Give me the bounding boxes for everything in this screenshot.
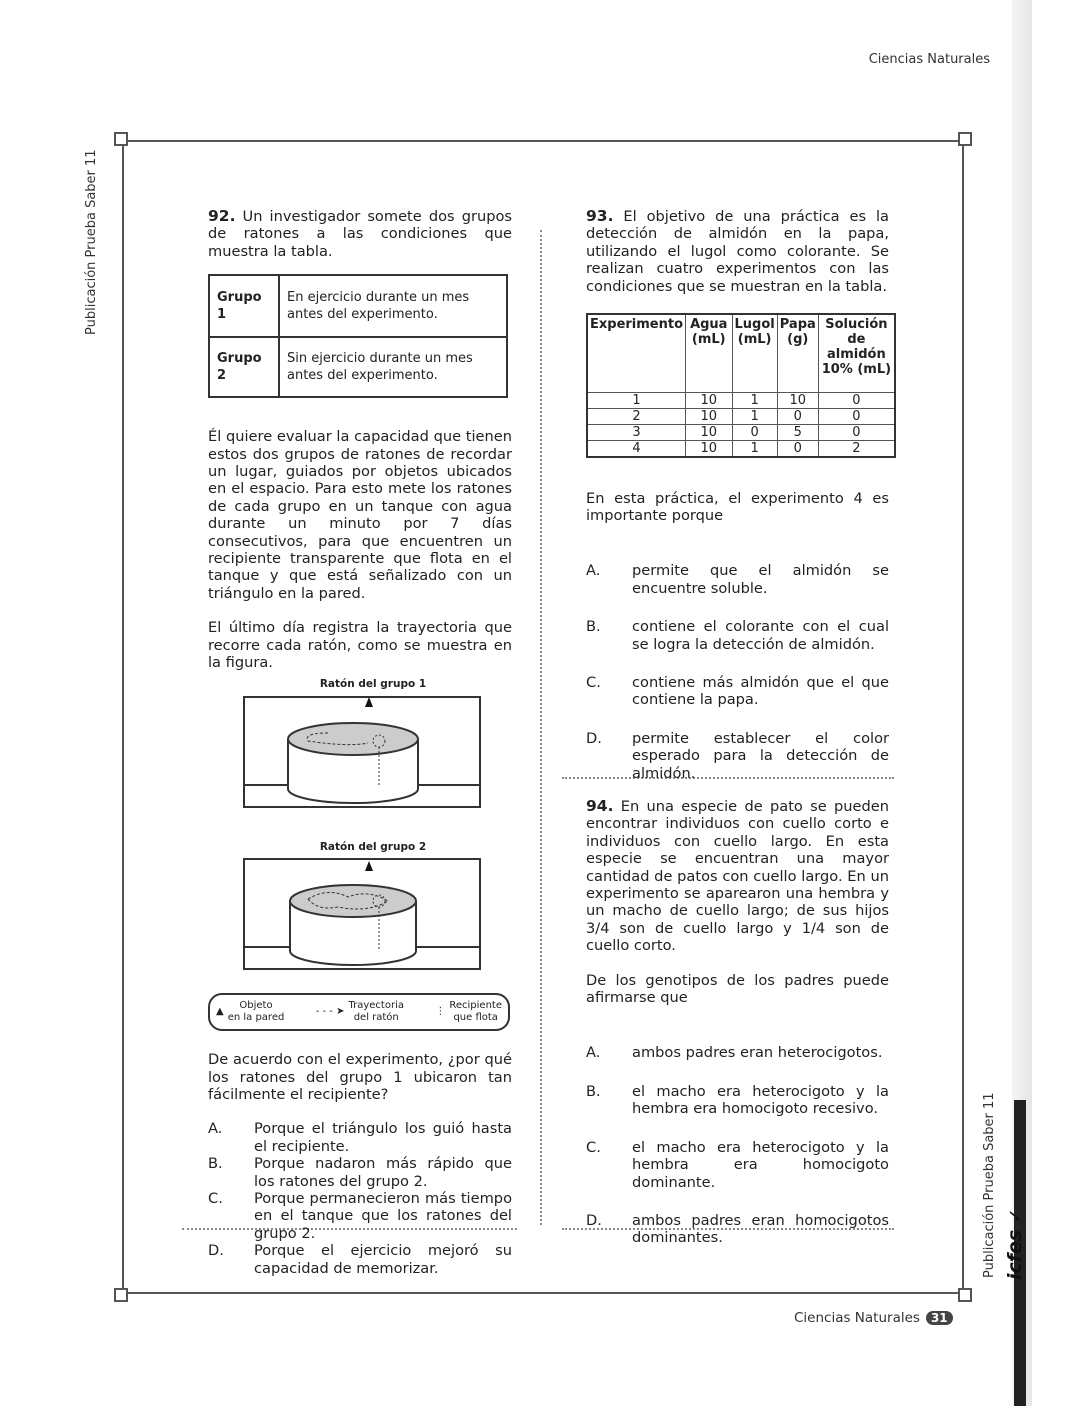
- table-cell: 2: [818, 440, 895, 457]
- frame-corner: [114, 1288, 128, 1302]
- question-intro: En una especie de pato se pueden encontrar individuos con cuello corto e individuos con cuello largo. En esta especie se encuentran una mayor cantidad de patos con cuello largo. En un experimento se aparearon una hembra y un macho de cuello largo; de sus hijos 3/4 son de cuello largo y 1/4 son de cuello corto.: [586, 798, 889, 955]
- option-letter: C.: [208, 1189, 223, 1207]
- answer-option-a[interactable]: [586, 1044, 889, 1061]
- header-subject: Ciencias Naturales: [868, 52, 990, 67]
- option-letter: D.: [586, 729, 602, 747]
- answer-option-b[interactable]: [208, 1155, 512, 1190]
- table-cell: 1: [732, 408, 777, 424]
- table-header: Lugol (mL): [732, 314, 777, 392]
- table-header: Solución de almidón 10% (mL): [818, 314, 895, 392]
- table-row: [587, 440, 895, 457]
- answer-option-c[interactable]: [208, 1190, 512, 1242]
- question-94: [586, 798, 889, 1268]
- table-header: Experimento: [587, 314, 686, 392]
- option-text: el macho era heterocigoto y la hembra era homocigoto dominante.: [632, 1138, 889, 1191]
- table-cell: 10: [686, 408, 732, 424]
- answer-option-d[interactable]: [586, 1212, 889, 1247]
- groups-table: [208, 274, 508, 398]
- frame-corner: [958, 132, 972, 146]
- legend-label: Trayectoria: [348, 1000, 404, 1012]
- table-cell: 0: [818, 392, 895, 408]
- option-text: Porque nadaron más rápido que los ratones del grupo 2.: [254, 1155, 512, 1190]
- paragraph: El último día registra la trayectoria que recorre cada ratón, como se muestra en la figura.: [208, 619, 512, 672]
- answer-option-b[interactable]: [586, 1083, 889, 1118]
- table-row: [587, 424, 895, 440]
- table-cell: 0: [777, 440, 818, 457]
- table-cell: 1: [732, 392, 777, 408]
- table-cell: 10: [686, 440, 732, 457]
- option-text: contiene el colorante con el cual se logra la detección de almidón.: [632, 618, 889, 653]
- table-cell: 1: [732, 440, 777, 457]
- question-intro: Un investigador somete dos grupos de ratones a las condiciones que muestra la tabla.: [208, 208, 513, 260]
- figure-legend: [208, 993, 510, 1031]
- answer-option-a[interactable]: [208, 1120, 512, 1155]
- tank-figure-group-2: [208, 857, 512, 975]
- footer: [794, 1310, 953, 1326]
- icfes-logo: icfes ✓: [1004, 1208, 1026, 1280]
- figure-title: Ratón del grupo 2: [319, 841, 427, 854]
- triangle-icon: ▲: [216, 1006, 224, 1018]
- answer-option-c[interactable]: [586, 1139, 889, 1191]
- table-cell: 0: [818, 408, 895, 424]
- legend-label: que flota: [453, 1012, 498, 1024]
- table-cell: 10: [777, 392, 818, 408]
- answer-option-a[interactable]: [586, 562, 889, 597]
- table-cell: 3: [587, 424, 686, 440]
- option-text: ambos padres eran homocigotos dominantes.: [632, 1211, 889, 1247]
- side-label-left: Publicación Prueba Saber 11: [84, 149, 99, 335]
- question-text: De acuerdo con el experimento, ¿por qué los ratones del grupo 1 ubicaron tan fácilmente el recipiente?: [208, 1051, 512, 1103]
- table-cell: Sin ejercicio durante un mes antes del experimento.: [279, 337, 507, 397]
- question-number: 92.: [208, 207, 236, 225]
- column-divider: [540, 230, 542, 1225]
- option-letter: B.: [586, 1082, 601, 1100]
- table-cell: 0: [732, 424, 777, 440]
- legend-label: en la pared: [227, 1012, 285, 1024]
- table-row: [587, 408, 895, 424]
- answer-option-b[interactable]: [586, 618, 889, 653]
- table-cell: 5: [777, 424, 818, 440]
- table-header: Papa (g): [777, 314, 818, 392]
- option-text: Porque el ejercicio mejoró su capacidad de memorizar.: [254, 1242, 512, 1277]
- frame-corner: [114, 132, 128, 146]
- tank-figure-group-1: [208, 693, 512, 823]
- paragraph: Él quiere evaluar la capacidad que tienen estos dos grupos de ratones de recordar un lugar, guiados por objetos ubicados en el espacio. Para esto mete los ratones de cada grupo en un tanque con agua durante un minuto por 7 días consecutivos, para que encuentren un recipiente transparente que flota en el tanque y que está señalizado con un triángulo en la pared.: [208, 428, 512, 602]
- legend-label: del ratón: [353, 1012, 399, 1024]
- question-intro: El objetivo de una práctica es la detección de almidón en la papa, utilizando el lugol como colorante. Se realizan cuatro experimentos con las condiciones que se muestran en la tabla.: [586, 208, 889, 295]
- option-letter: D.: [208, 1242, 224, 1260]
- table-cell: 4: [587, 440, 686, 457]
- option-letter: A.: [208, 1120, 223, 1138]
- table-cell: 1: [587, 392, 686, 408]
- table-row: [587, 392, 895, 408]
- question-93: [586, 207, 892, 803]
- table-cell: En ejercicio durante un mes antes del experimento.: [279, 275, 507, 337]
- table-cell: 10: [686, 392, 732, 408]
- answer-option-d[interactable]: [586, 730, 889, 782]
- table-cell: 0: [818, 424, 895, 440]
- question-number: 94.: [586, 797, 614, 815]
- question-92: [208, 208, 512, 1277]
- table-header: Agua (mL): [686, 314, 732, 392]
- question-number: 93.: [586, 207, 614, 225]
- option-text: contiene más almidón que el que contiene la papa.: [632, 673, 889, 709]
- option-letter: A.: [586, 562, 601, 580]
- table-cell: 2: [587, 408, 686, 424]
- option-letter: C.: [586, 673, 601, 691]
- side-label-right: Publicación Prueba Saber 11: [982, 1092, 997, 1278]
- table-cell: Grupo 1: [209, 275, 279, 337]
- option-letter: B.: [208, 1155, 223, 1173]
- question-text: En esta práctica, el experimento 4 es importante porque: [586, 489, 889, 524]
- legend-label: Objeto: [239, 1000, 273, 1012]
- floating-container-icon: ⋮: [435, 1006, 446, 1018]
- frame-corner: [958, 1288, 972, 1302]
- footer-subject: Ciencias Naturales: [794, 1310, 920, 1326]
- option-text: Porque el triángulo los guió hasta el recipiente.: [254, 1120, 512, 1155]
- table-cell: 0: [777, 408, 818, 424]
- option-text: permite establecer el color esperado para la detección de almidón.: [632, 729, 889, 782]
- answer-option-d[interactable]: [208, 1242, 512, 1277]
- option-letter: C.: [586, 1138, 601, 1156]
- figure-title: Ratón del grupo 1: [319, 677, 427, 690]
- page-number: 31: [926, 1311, 953, 1325]
- option-letter: A.: [586, 1044, 601, 1062]
- option-text: permite que el almidón se encuentre soluble.: [632, 562, 889, 597]
- table-cell: 10: [686, 424, 732, 440]
- dashed-arrow-icon: - - - ➤: [315, 1006, 345, 1018]
- question-text: De los genotipos de los padres puede afirmarse que: [586, 971, 889, 1007]
- option-text: Porque permanecieron más tiempo en el tanque que los ratones del grupo 2.: [254, 1189, 512, 1242]
- option-text: ambos padres eran heterocigotos.: [632, 1044, 883, 1062]
- experiments-table: [586, 313, 896, 458]
- option-letter: B.: [586, 618, 601, 636]
- option-letter: D.: [586, 1211, 602, 1229]
- table-cell: Grupo 2: [209, 337, 279, 397]
- legend-label: Recipiente: [449, 1000, 502, 1012]
- answer-option-c[interactable]: [586, 674, 889, 709]
- option-text: el macho era heterocigoto y la hembra era homocigoto recesivo.: [632, 1082, 889, 1118]
